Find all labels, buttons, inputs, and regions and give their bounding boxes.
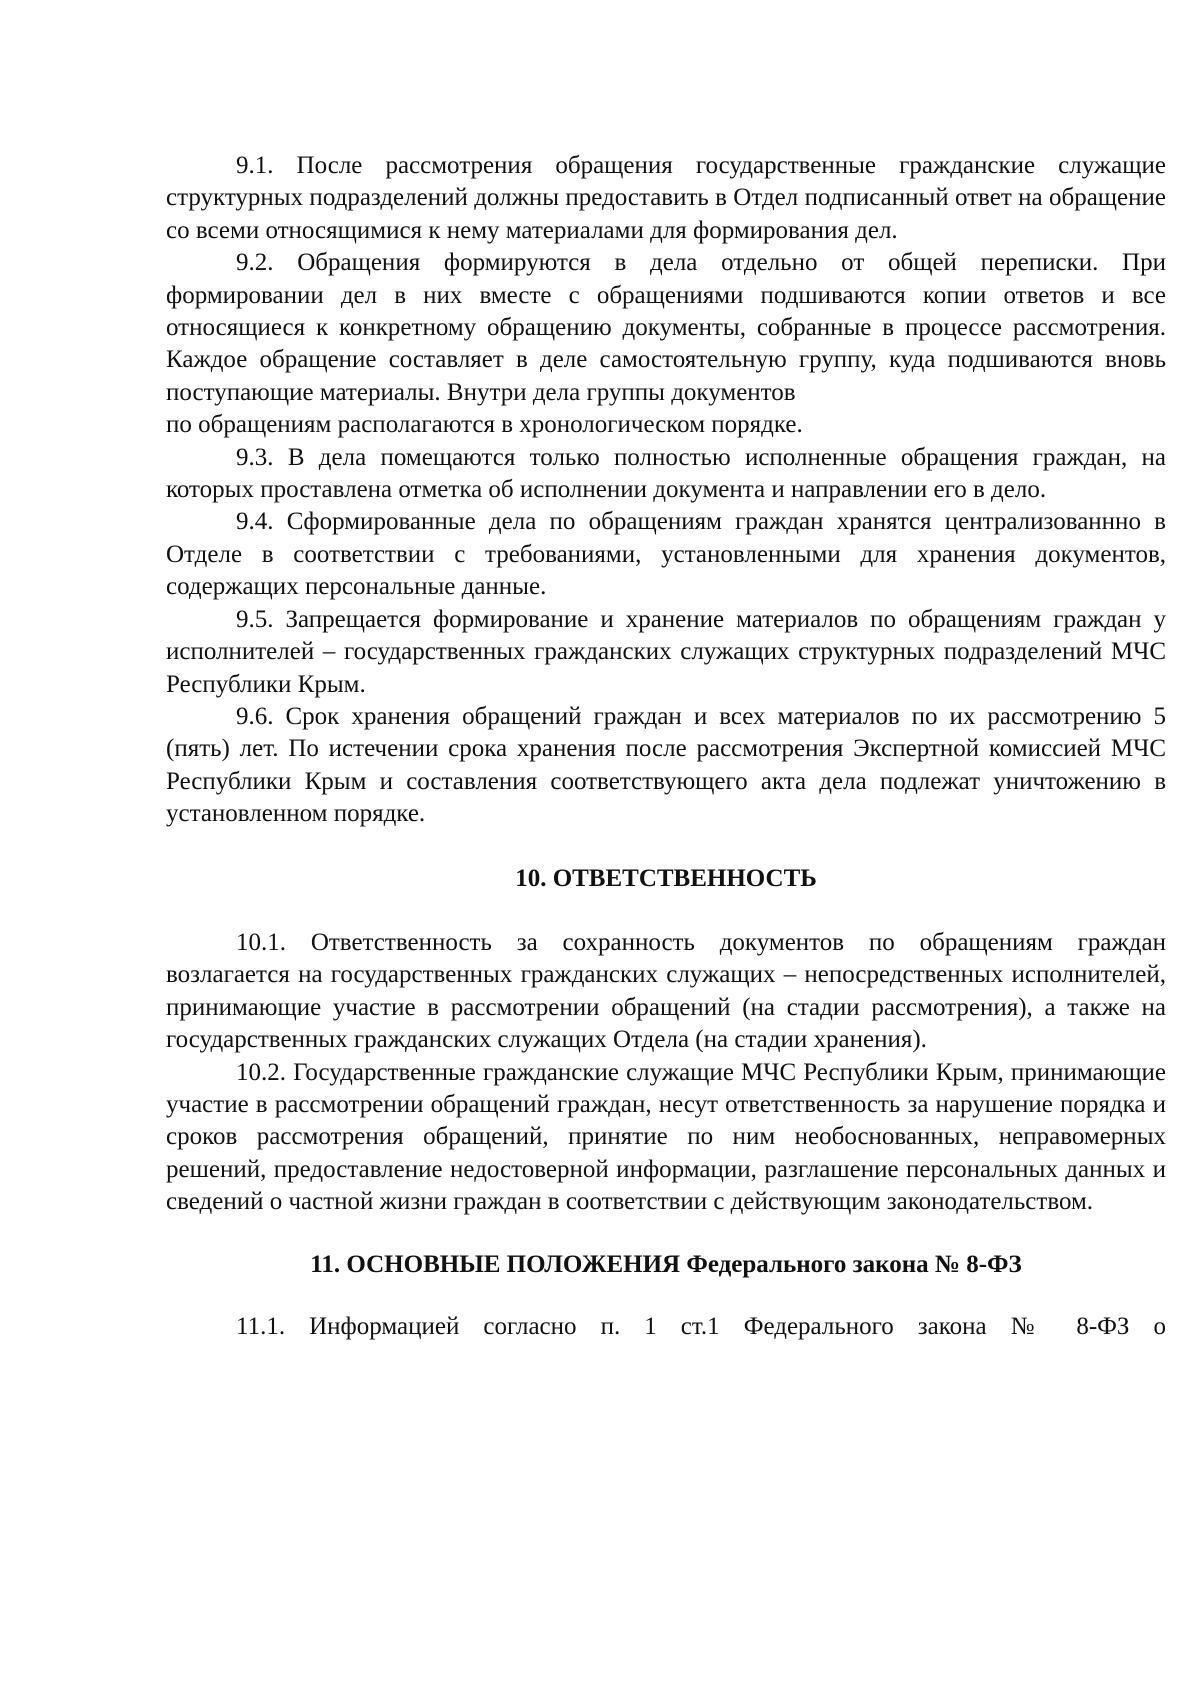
paragraph-9-3: 9.3. В дела помещаются только полностью исполненные обращения граждан, на которых проставлена отметка об исполнении документа и направлении его в дело. — [166, 443, 1166, 504]
document-page — [166, 150, 1166, 1650]
paragraph-9-4: 9.4. Сформированные дела по обращениям граждан хранятся централизованнно в Отделе в соответствии с требованиями, установленными для хранения документов, содержащих персональные данные. — [166, 508, 1166, 601]
paragraph-11-1: 11.1. Информацией согласно п. 1 ст.1 Федерального закона № 8-ФЗ о — [236, 1313, 1166, 1340]
section-11-title: 11. ОСНОВНЫЕ ПОЛОЖЕНИЯ Федерального закона № 8-ФЗ — [310, 1250, 1022, 1278]
paragraph-9-1: 9.1. После рассмотрения обращения государственные гражданские служащие структурных подразделений должны предоставить в Отдел подписанный ответ на обращение со всеми относящимися к нему материалами для формирования дел. — [166, 152, 1166, 244]
paragraph-9-6: 9.6. Срок хранения обращений граждан и всех материалов по их рассмотрению 5 (пять) лет. По истечении срока хранения после рассмотрения Экспертной комиссией МЧС Республики Крым и составления соответствующего акта дела подлежат уничтожению в установленном порядке. — [166, 702, 1166, 828]
paragraph-9-2: 9.2. Обращения формируются в дела отдельно от общей переписки. При формировании дел в них вместе с обращениями подшиваются копии ответов и все относящиеся к конкретному обращению документы, собранные в процессе рассмотрения. Каждое обращение составляет в деле самостоятельную группу, куда подшиваются вновь поступающие материалы. Внутри дела группы документов — [166, 249, 1166, 406]
paragraph-10-2: 10.2. Государственные гражданские служащие МЧС Республики Крым, принимающие участие в рассмотрении обращений граждан, несут ответственность за нарушение порядка и сроков рассмотрения обращений, принятие по ним необоснованных, неправомерных решений, предоставление недостоверной информации, разглашение персональных данных и сведений о частной жизни граждан в соответствии с действующим законодательством. — [166, 1058, 1166, 1216]
paragraph-9-2-continuation: по обращениям располагаются в хронологическом порядке. — [166, 411, 803, 439]
section-10-title: 10. ОТВЕТСТВЕННОСТЬ — [515, 864, 817, 892]
paragraph-9-5: 9.5. Запрещается формирование и хранение материалов по обращениям граждан у исполнителей – государственных гражданских служащих структурных подразделений МЧС Республики Крым. — [166, 605, 1166, 698]
paragraph-10-1: 10.1. Ответственность за сохранность документов по обращениям граждан возлагается на государственных гражданских служащих – непосредственных исполнителей, принимающие участие в рассмотрении обращений (на стадии рассмотрения), а также на государственных гражданских служащих Отдела (на стадии хранения). — [166, 928, 1166, 1054]
